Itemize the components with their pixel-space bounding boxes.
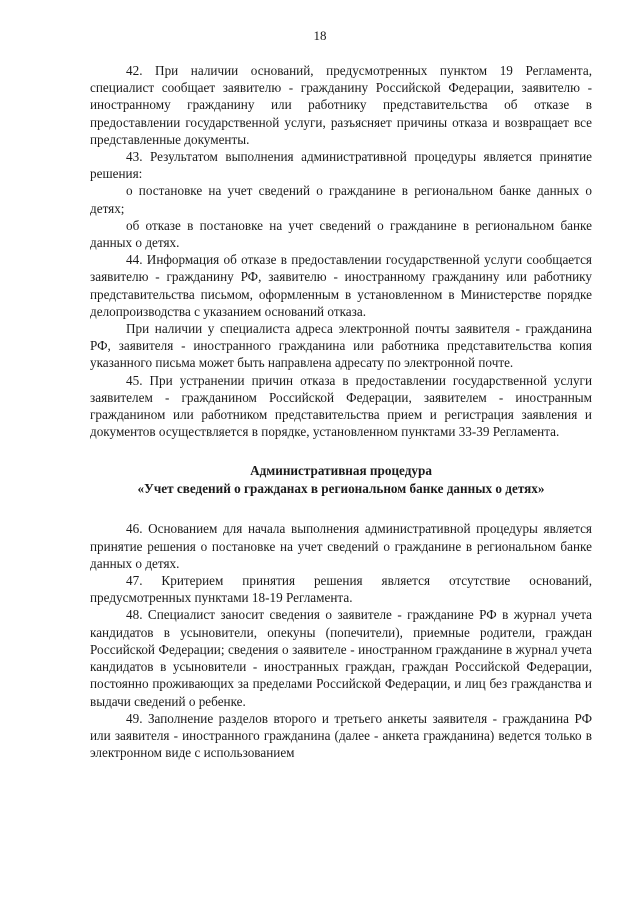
- paragraph-44-email: При наличии у специалиста адреса электронной почты заявителя - гражданина РФ, заявителя - иностранного гражданина или работника представительства копия указанного письма может быть направлена адресату по электронной почте.: [90, 321, 592, 371]
- section-title: Административная процедура: [250, 463, 432, 479]
- paragraph-45: 45. При устранении причин отказа в предоставлении государственной услуги заявителем - гражданином Российской Федерации, заявителем - иностранным гражданином или работником представительства прием и регистрация заявления и документов осуществляется в порядке, установленном пунктами 33-39 Регламента.: [90, 372, 592, 440]
- paragraph-43-option-1: о постановке на учет сведений о гражданине в региональном банке данных о детях;: [90, 183, 592, 216]
- page-number: 18: [313, 28, 327, 43]
- paragraph-46: 46. Основанием для начала выполнения административной процедуры является принятие решения о постановке на учет сведений о гражданине в региональном банке данных о детях.: [90, 521, 592, 571]
- paragraph-43-option-2: об отказе в постановке на учет сведений о гражданине в региональном банке данных о детях.: [90, 217, 592, 251]
- section-subtitle: «Учет сведений о гражданах в региональном банке данных о детях»: [137, 481, 545, 497]
- paragraph-42: 42. При наличии оснований, предусмотренных пунктом 19 Регламента, специалист сообщает заявителю - гражданину Российской Федерации, заявителю - иностранному гражданину или работнику представительства об отказе в предоставлении государственной услуги, разъясняет причины отказа и возвращает все представленные документы.: [90, 63, 592, 147]
- paragraph-48: 48. Специалист заносит сведения о заявителе - гражданине РФ в журнал учета кандидатов в усыновители, опекуны (попечители), приемные родители, граждан Российской Федерации; сведения о заявителе - иностранном гражданине в журнал учета кандидатов в усыновители - иностранных граждан, граждан Российской Федерации, постоянно проживающих за пределами Российской Федерации, и лиц без гражданства и выдачи сведений о ребенке.: [90, 607, 592, 709]
- paragraph-43: 43. Результатом выполнения административной процедуры является принятие решения:: [90, 149, 592, 182]
- section-heading: [90, 462, 592, 498]
- paragraph-47: 47. Критерием принятия решения является отсутствие оснований, предусмотренных пунктами 18-19 Регламента.: [90, 573, 592, 606]
- document-body: [90, 62, 592, 761]
- paragraph-44: 44. Информация об отказе в предоставлении государственной услуги сообщается заявителю - гражданину РФ, заявителю - иностранному гражданину или работнику представительства письмом, оформленным в установленном в Министерстве порядке делопроизводства с указанием оснований отказа.: [90, 252, 592, 319]
- paragraph-49: 49. Заполнение разделов второго и третьего анкеты заявителя - гражданина РФ или заявителя - иностранного гражданина (далее - анкета гражданина) ведется только в электронном виде с использованием: [90, 710, 592, 761]
